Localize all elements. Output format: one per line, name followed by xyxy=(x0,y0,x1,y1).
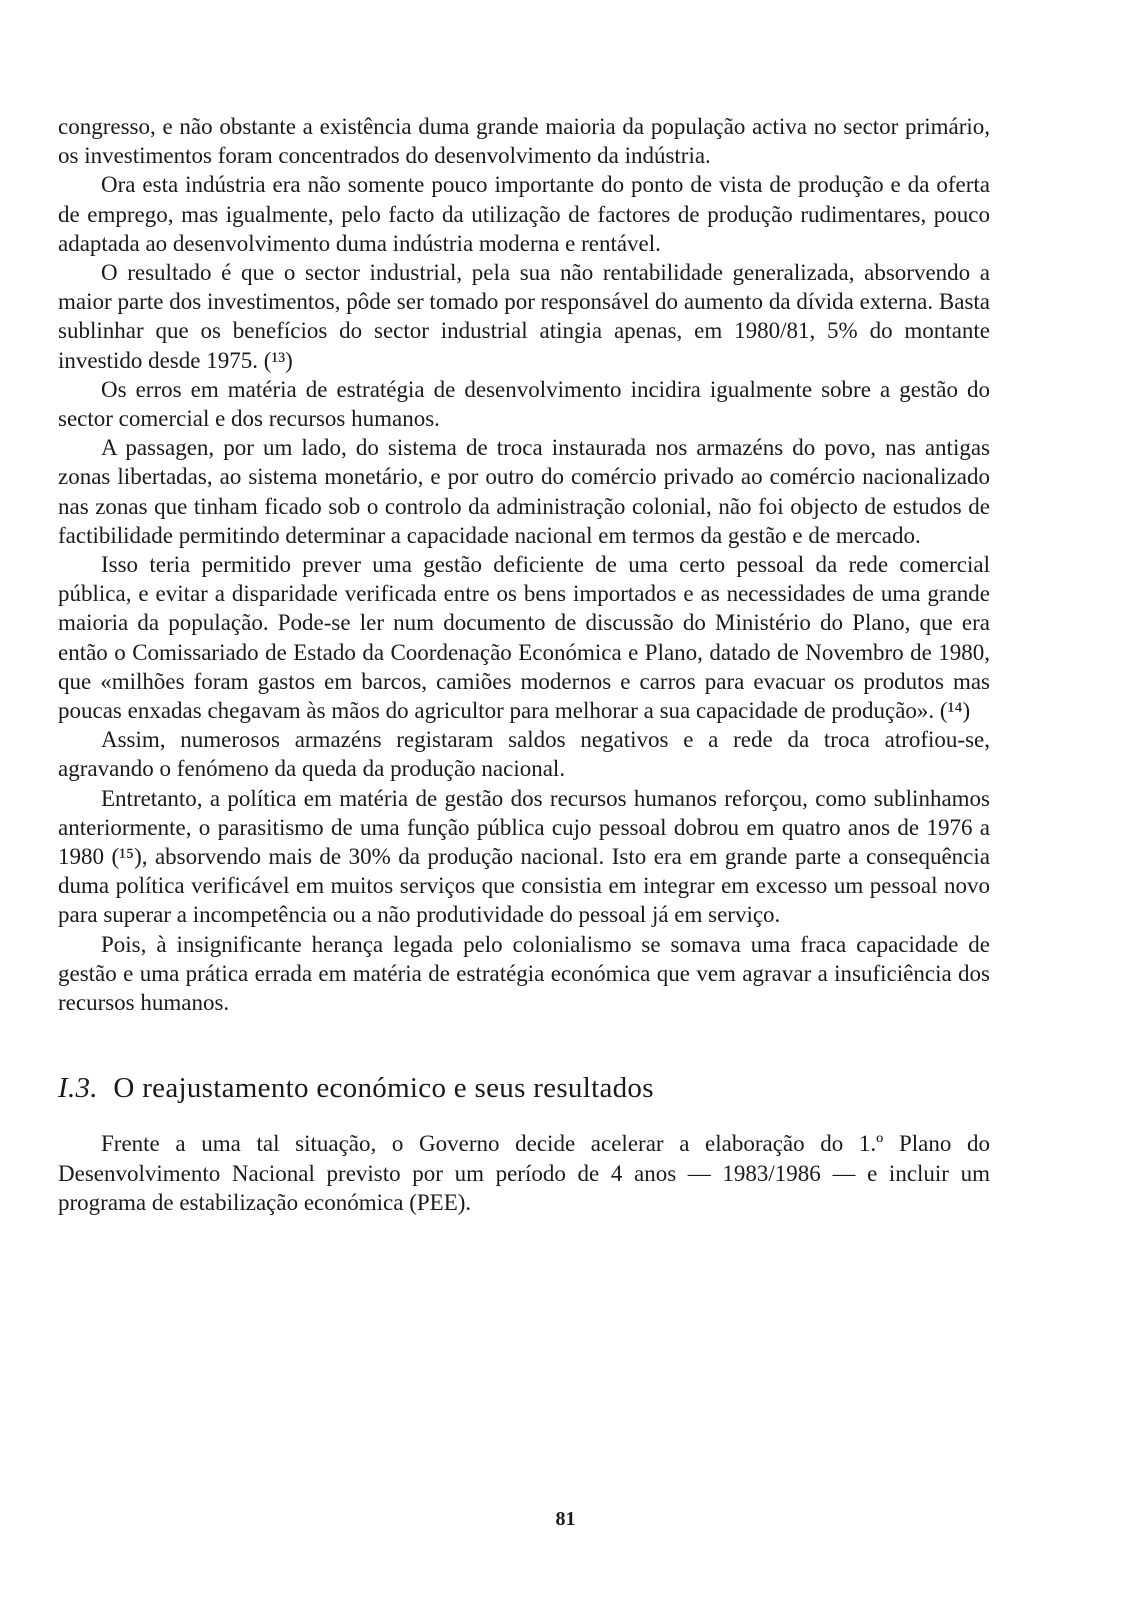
section-heading xyxy=(58,1071,990,1105)
paragraph-2: Ora esta indústria era não somente pouco importante do ponto de vista de produção e da oferta de emprego, mas igualmente, pelo facto da utilização de factores de produção rudimentares, pouco adaptada ao desenvolvimento duma indústria moderna e rentável. xyxy=(58,172,990,256)
section-paragraph: Frente a uma tal situação, o Governo decide acelerar a elaboração do 1.º Plano do Desenvolvimento Nacional previsto por um período de 4 anos — 1983/1986 — e incluir um programa de estabilização económica (PEE). xyxy=(58,1131,990,1215)
section-number: I.3. xyxy=(58,1072,98,1105)
paragraph-1: congresso, e não obstante a existência duma grande maioria da população activa no sector primário, os investimentos foram concentrados do desenvolvimento da indústria. xyxy=(58,114,990,169)
paragraph-3: O resultado é que o sector industrial, pela sua não rentabilidade generalizada, absorvendo a maior parte dos investimentos, pôde ser tomado por responsável do aumento da dívida externa. Basta sublinhar que os benefícios do sector industrial atingia apenas, em 1980/81, 5% do montante investido desde 1975. (¹³) xyxy=(58,260,990,373)
paragraph-6: Isso teria permitido prever uma gestão deficiente de uma certo pessoal da rede comercial pública, e evitar a disparidade verificada entre os bens importados e as necessidades de uma grande maioria da população. Pode-se ler num documento de discussão do Ministério do Plano, que era então o Comissariado de Estado da Coordenação Económica e Plano, datado de Novembro de 1980, que «milhões foram gastos em barcos, camiões modernos e carros para evacuar os produtos mas poucas enxadas chegavam às mãos do agricultor para melhorar a sua capacidade de produção». (¹⁴) xyxy=(58,552,990,724)
paragraph-4: Os erros em matéria de estratégia de desenvolvimento incidira igualmente sobre a gestão do sector comercial e dos recursos humanos. xyxy=(58,376,990,432)
paragraph-5: A passagen, por um lado, do sistema de troca instaurada nos armazéns do povo, nas antigas zonas libertadas, ao sistema monetário, e por outro do comércio privado ao comércio nacionalizado nas zonas que tinham ficado sob o controlo da administração colonial, não foi objecto de estudos de factibilidade permitindo determinar a capacidade nacional em termos da gestão e de mercado. xyxy=(58,435,990,548)
page-body xyxy=(58,112,990,1217)
section-title: O reajustamento económico e seus resultados xyxy=(113,1072,654,1105)
page-number: 81 xyxy=(555,1508,576,1530)
paragraph-7: Assim, numerosos armazéns registaram saldos negativos e a rede da troca atrofiou-se, agravando o fenómeno da queda da produção nacional. xyxy=(58,727,990,782)
paragraph-8: Entretanto, a política em matéria de gestão dos recursos humanos reforçou, como sublinhamos anteriormente, o parasitismo de uma função pública cujo pessoal dobrou em quatro anos de 1976 a 1980 (¹⁵), absorvendo mais de 30% da produção nacional. Isto era em grande parte a consequência duma política verificável em muitos serviços que consistia em integrar em excesso um pessoal novo para superar a incompetência ou a não produtividade do pessoal já em serviço. xyxy=(58,785,990,928)
paragraph-9: Pois, à insignificante herança legada pelo colonialismo se somava uma fraca capacidade de gestão e uma prática errada em matéria de estratégia económica que vem agravar a insuficiência dos recursos humanos. xyxy=(58,931,990,1016)
